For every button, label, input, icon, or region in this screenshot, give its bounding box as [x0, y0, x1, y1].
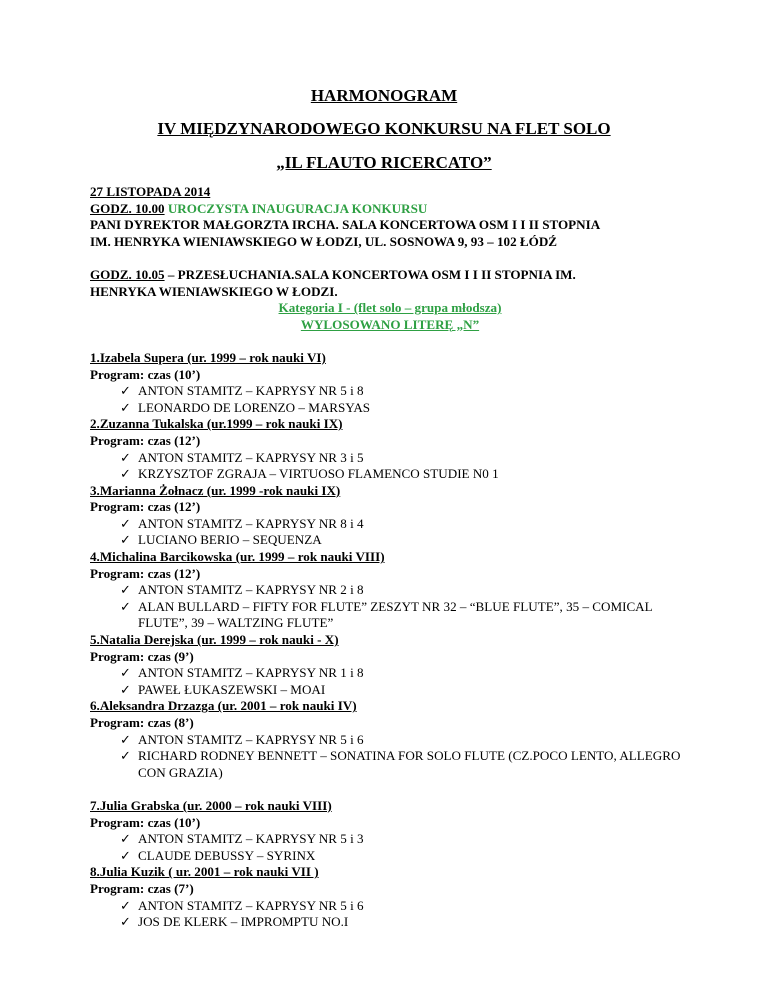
program-item-text: ANTON STAMITZ – KAPRYSY NR 1 i 8 — [138, 665, 364, 681]
program-duration: Program: czas (12’) — [90, 565, 201, 581]
program-item-text: KRZYSZTOF ZGRAJA – VIRTUOSO FLAMENCO STUDIE N0 1 — [138, 466, 499, 482]
checkmark-icon: ✓ — [120, 399, 131, 415]
checkmark-icon: ✓ — [120, 681, 131, 697]
program-item — [90, 599, 690, 632]
program-item — [90, 848, 690, 865]
page-title: HARMONOGRAM — [310, 86, 458, 105]
program-item — [90, 914, 690, 931]
inauguration-line-2: IM. HENRYKA WIENIAWSKIEGO W ŁODZI, UL. SOSNOWA 9, 93 – 102 ŁÓDŹ — [90, 233, 558, 249]
program-item — [90, 898, 690, 915]
participant-entry — [90, 632, 690, 698]
participant-entry — [90, 483, 690, 549]
checkmark-icon: ✓ — [120, 598, 131, 614]
program-item-text: ANTON STAMITZ – KAPRYSY NR 2 i 8 — [138, 582, 364, 598]
program-item-text: ANTON STAMITZ – KAPRYSY NR 5 i 3 — [138, 831, 364, 847]
checkmark-icon: ✓ — [120, 515, 131, 531]
program-item-text: ANTON STAMITZ – KAPRYSY NR 5 i 6 — [138, 897, 364, 913]
program-item-text: ANTON STAMITZ – KAPRYSY NR 3 i 5 — [138, 449, 364, 465]
program-item — [90, 748, 690, 781]
program-item-text: LEONARDO DE LORENZO – MARSYAS — [138, 399, 371, 415]
program-item — [90, 383, 690, 400]
participant-name: 3.Marianna Żołnacz (ur. 1999 -rok nauki IX) — [90, 482, 341, 498]
program-item — [90, 665, 690, 682]
program-item-text: ANTON STAMITZ – KAPRYSY NR 8 i 4 — [138, 515, 364, 531]
category-label: Kategoria I - (flet solo – grupa młodsza) — [278, 300, 502, 316]
checkmark-icon: ✓ — [120, 466, 131, 482]
inauguration-line-1: PANI DYREKTOR MAŁGORZTA IRCHA. SALA KONCERTOWA OSM I I II STOPNIA — [90, 217, 601, 233]
checkmark-icon: ✓ — [120, 847, 131, 863]
checkmark-icon: ✓ — [120, 582, 131, 598]
participant-name: 4.Michalina Barcikowska (ur. 1999 – rok nauki VIII) — [90, 549, 385, 565]
drawn-letter: WYLOSOWANO LITERĘ „N” — [300, 316, 480, 332]
checkmark-icon: ✓ — [120, 748, 131, 764]
checkmark-icon: ✓ — [120, 731, 131, 747]
hearings-line-2: HENRYKA WIENIAWSKIEGO W ŁODZI. — [90, 283, 338, 299]
participant-name: 6.Aleksandra Drzazga (ur. 2001 – rok nauki IV) — [90, 698, 357, 714]
hearings-line-1: – PRZESŁUCHANIA.SALA KONCERTOWA OSM I I II STOPNIA IM. — [164, 266, 576, 282]
schedule-body — [90, 184, 690, 931]
spacer — [90, 333, 690, 350]
program-item — [90, 532, 690, 549]
program-duration: Program: czas (12’) — [90, 432, 201, 448]
inauguration-heading — [90, 201, 690, 218]
program-item — [90, 466, 690, 483]
checkmark-icon: ✓ — [120, 914, 131, 930]
checkmark-icon: ✓ — [120, 831, 131, 847]
participant-entry — [90, 549, 690, 632]
checkmark-icon: ✓ — [120, 665, 131, 681]
program-item — [90, 582, 690, 599]
program-item — [90, 682, 690, 699]
inauguration-title: UROCZYSTA INAUGURACJA KONKURSU — [164, 200, 428, 216]
program-item-text: LUCIANO BERIO – SEQUENZA — [138, 532, 322, 548]
checkmark-icon: ✓ — [120, 383, 131, 399]
program-item-text: ANTON STAMITZ – KAPRYSY NR 5 i 8 — [138, 383, 364, 399]
program-item — [90, 450, 690, 467]
program-item-text: ALAN BULLARD – FIFTY FOR FLUTE” ZESZYT NR 32 – “BLUE FLUTE”, 35 – COMICAL FLUTE”, 39 – WALTZING FLUTE” — [138, 598, 653, 631]
program-duration: Program: czas (10’) — [90, 814, 201, 830]
hearings-heading — [90, 267, 690, 284]
participant-name: 2.Zuzanna Tukalska (ur.1999 – rok nauki IX) — [90, 416, 343, 432]
spacer — [90, 250, 690, 267]
program-item-text: ANTON STAMITZ – KAPRYSY NR 5 i 6 — [138, 731, 364, 747]
participants-list — [90, 350, 690, 931]
program-item — [90, 516, 690, 533]
program-item-text: PAWEŁ ŁUKASZEWSKI – MOAI — [138, 681, 326, 697]
program-duration: Program: czas (8’) — [90, 715, 194, 730]
program-item-text: RICHARD RODNEY BENNETT – SONATINA FOR SOLO FLUTE (CZ.POCO LENTO, ALLEGRO CON GRAZIA) — [138, 748, 681, 780]
checkmark-icon: ✓ — [120, 897, 131, 913]
program-item — [90, 732, 690, 749]
program-item-text: JOS DE KLERK – IMPROMPTU NO.I — [138, 914, 349, 930]
checkmark-icon: ✓ — [120, 449, 131, 465]
competition-title: IV MIĘDZYNARODOWEGO KONKURSU NA FLET SOLO — [157, 119, 611, 138]
program-item-text: CLAUDE DEBUSSY – SYRINX — [138, 847, 316, 863]
participant-name: 8.Julia Kuzik ( ur. 2001 – rok nauki VII ) — [90, 864, 319, 880]
program-duration: Program: czas (9’) — [90, 648, 194, 664]
program-duration: Program: czas (10’) — [90, 366, 201, 382]
program-item — [90, 400, 690, 417]
inauguration-time: GODZ. 10.00 — [90, 200, 165, 216]
participant-entry — [90, 698, 690, 781]
participant-entry — [90, 864, 690, 930]
spacer — [90, 781, 690, 798]
program-item — [90, 831, 690, 848]
checkmark-icon: ✓ — [120, 532, 131, 548]
participant-name: 7.Julia Grabska (ur. 2000 – rok nauki VIII) — [90, 797, 332, 813]
participant-entry — [90, 350, 690, 416]
participant-entry — [90, 798, 690, 864]
hearings-time: GODZ. 10.05 — [90, 266, 165, 282]
participant-entry — [90, 416, 690, 482]
event-date: 27 LISTOPADA 2014 — [90, 184, 211, 199]
program-duration: Program: czas (7’) — [90, 880, 194, 896]
participant-name: 5.Natalia Derejska (ur. 1999 – rok nauki - X) — [90, 632, 339, 648]
competition-name: „IL FLAUTO RICERCATO” — [276, 153, 492, 172]
program-duration: Program: czas (12’) — [90, 499, 201, 515]
participant-name: 1.Izabela Supera (ur. 1999 – rok nauki VI) — [90, 349, 326, 365]
